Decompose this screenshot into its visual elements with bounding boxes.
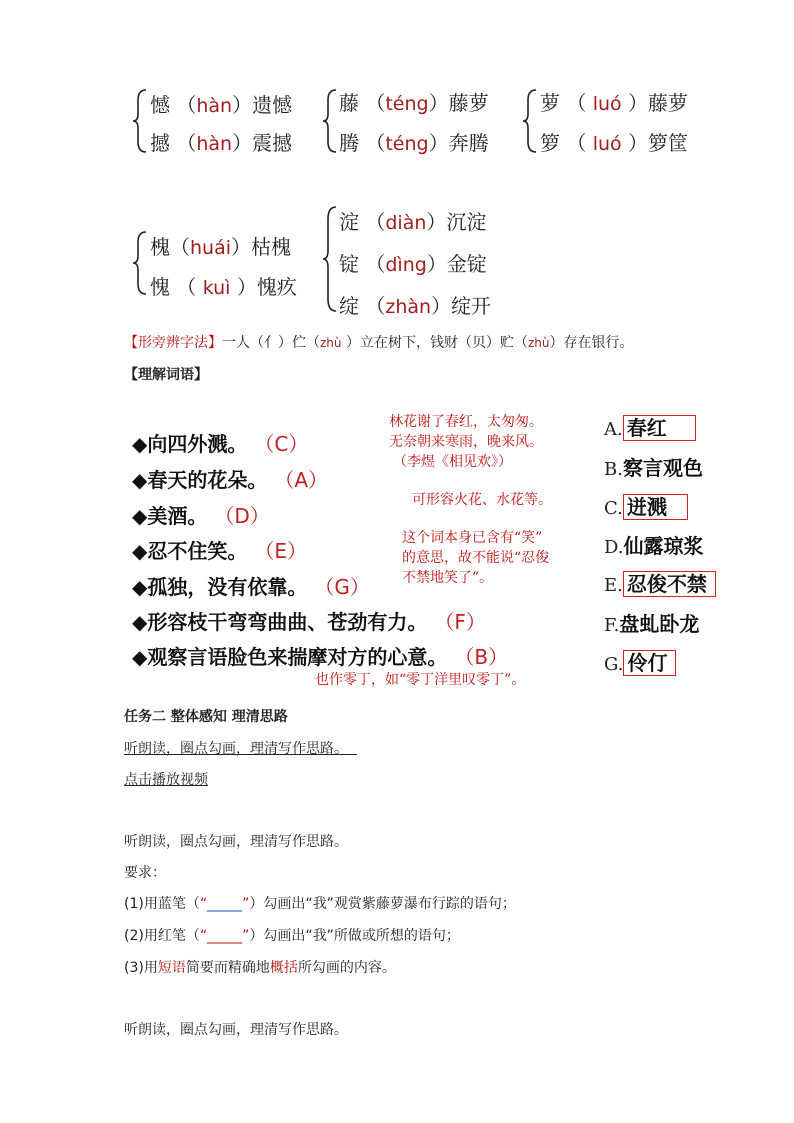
option-d: D.仙露琼浆 (604, 534, 704, 558)
option-g: G. 伶仃 (604, 647, 676, 676)
play-video-link[interactable]: 点击播放视频 (124, 772, 208, 788)
char-row: 绽 （zhàn）绽开 (339, 294, 492, 318)
brace-group4 (132, 230, 148, 296)
section-title-lijie: 【理解词语】 (124, 367, 208, 383)
requirement-3: (3)用短语简要而精确地概括所勾画的内容。 (124, 960, 396, 976)
brace-group1 (132, 88, 148, 154)
task2-title: 任务二 整体感知 理清思路 (124, 709, 288, 725)
option-b: B.察言观色 (604, 456, 703, 480)
char-row: 憾 （hàn）遗憾 (150, 93, 293, 117)
xingpang-line: 【形旁辨字法】一人（亻）伫（zhù ）立在树下，钱财（贝）贮（zhù）存在银行。 (124, 335, 634, 351)
requirements-label: 要求： (124, 865, 166, 881)
vocab-item: ◆忍不住笑。 （E） (132, 539, 307, 563)
vocab-item: ◆向四外溅。 （C） (132, 432, 309, 456)
char-row: 淀 （diàn）沉淀 (339, 210, 487, 234)
brace-group2 (322, 88, 338, 154)
note-bengjian: 可形容火花、水花等。 (412, 492, 552, 508)
vocab-item: ◆美酒。 （D） (132, 504, 270, 528)
vocab-item: ◆孤独，没有依靠。 （G） (132, 575, 370, 599)
note-lingding: 也作零丁，如“零丁洋里叹零丁”。 (315, 672, 526, 688)
brace-group3 (522, 88, 538, 154)
listen-heading-2: 听朗读，圈点勾画，理清写作思路。 (124, 1022, 348, 1038)
note-renjun: 这个词本身已含有“笑” 的意思，故不能说“忍俊 不禁地笑了”。 (402, 530, 550, 586)
requirement-2: (2)用红笔（“_____”）勾画出“我”所做或所想的语句； (124, 928, 460, 944)
option-f: F.盘虬卧龙 (604, 612, 700, 636)
vocab-item: ◆形容枝干弯弯曲曲、苍劲有力。 （F） (132, 610, 486, 634)
note-chunhong: 林花谢了春红，太匆匆。 无奈朝来寒雨，晚来风。 （李煜《相见欢》） (389, 414, 543, 470)
option-a: A. 春红 (604, 412, 696, 441)
vocab-item: ◆春天的花朵。 （A） (132, 468, 329, 492)
char-row: 撼 （hàn）震撼 (150, 131, 293, 155)
brace-group5 (322, 205, 338, 313)
option-c: C. 迸溅 (604, 491, 688, 520)
listen-link[interactable]: 听朗读，圈点勾画，理清写作思路。 (124, 741, 348, 757)
char-row: 藤 （téng）藤萝 (339, 91, 489, 115)
char-row: 愧 （ kuì ）愧疚 (150, 275, 297, 299)
char-row: 萝 （ luó ）藤萝 (540, 91, 689, 115)
char-row: 锭 （dìng）金锭 (339, 252, 487, 276)
char-row: 槐（huái）枯槐 (150, 235, 292, 259)
requirement-1: (1)用蓝笔（“_____”）勾画出“我”观赏紫藤萝瀑布行踪的语句； (124, 896, 516, 912)
option-e: E. 忍俊不禁 (604, 568, 716, 597)
char-row: 箩 （ luó ）箩筐 (540, 131, 689, 155)
listen-heading: 听朗读，圈点勾画，理清写作思路。 (124, 834, 348, 850)
char-row: 腾 （téng）奔腾 (339, 131, 489, 155)
vocab-item: ◆观察言语脸色来揣摩对方的心意。 （B） (132, 645, 509, 669)
